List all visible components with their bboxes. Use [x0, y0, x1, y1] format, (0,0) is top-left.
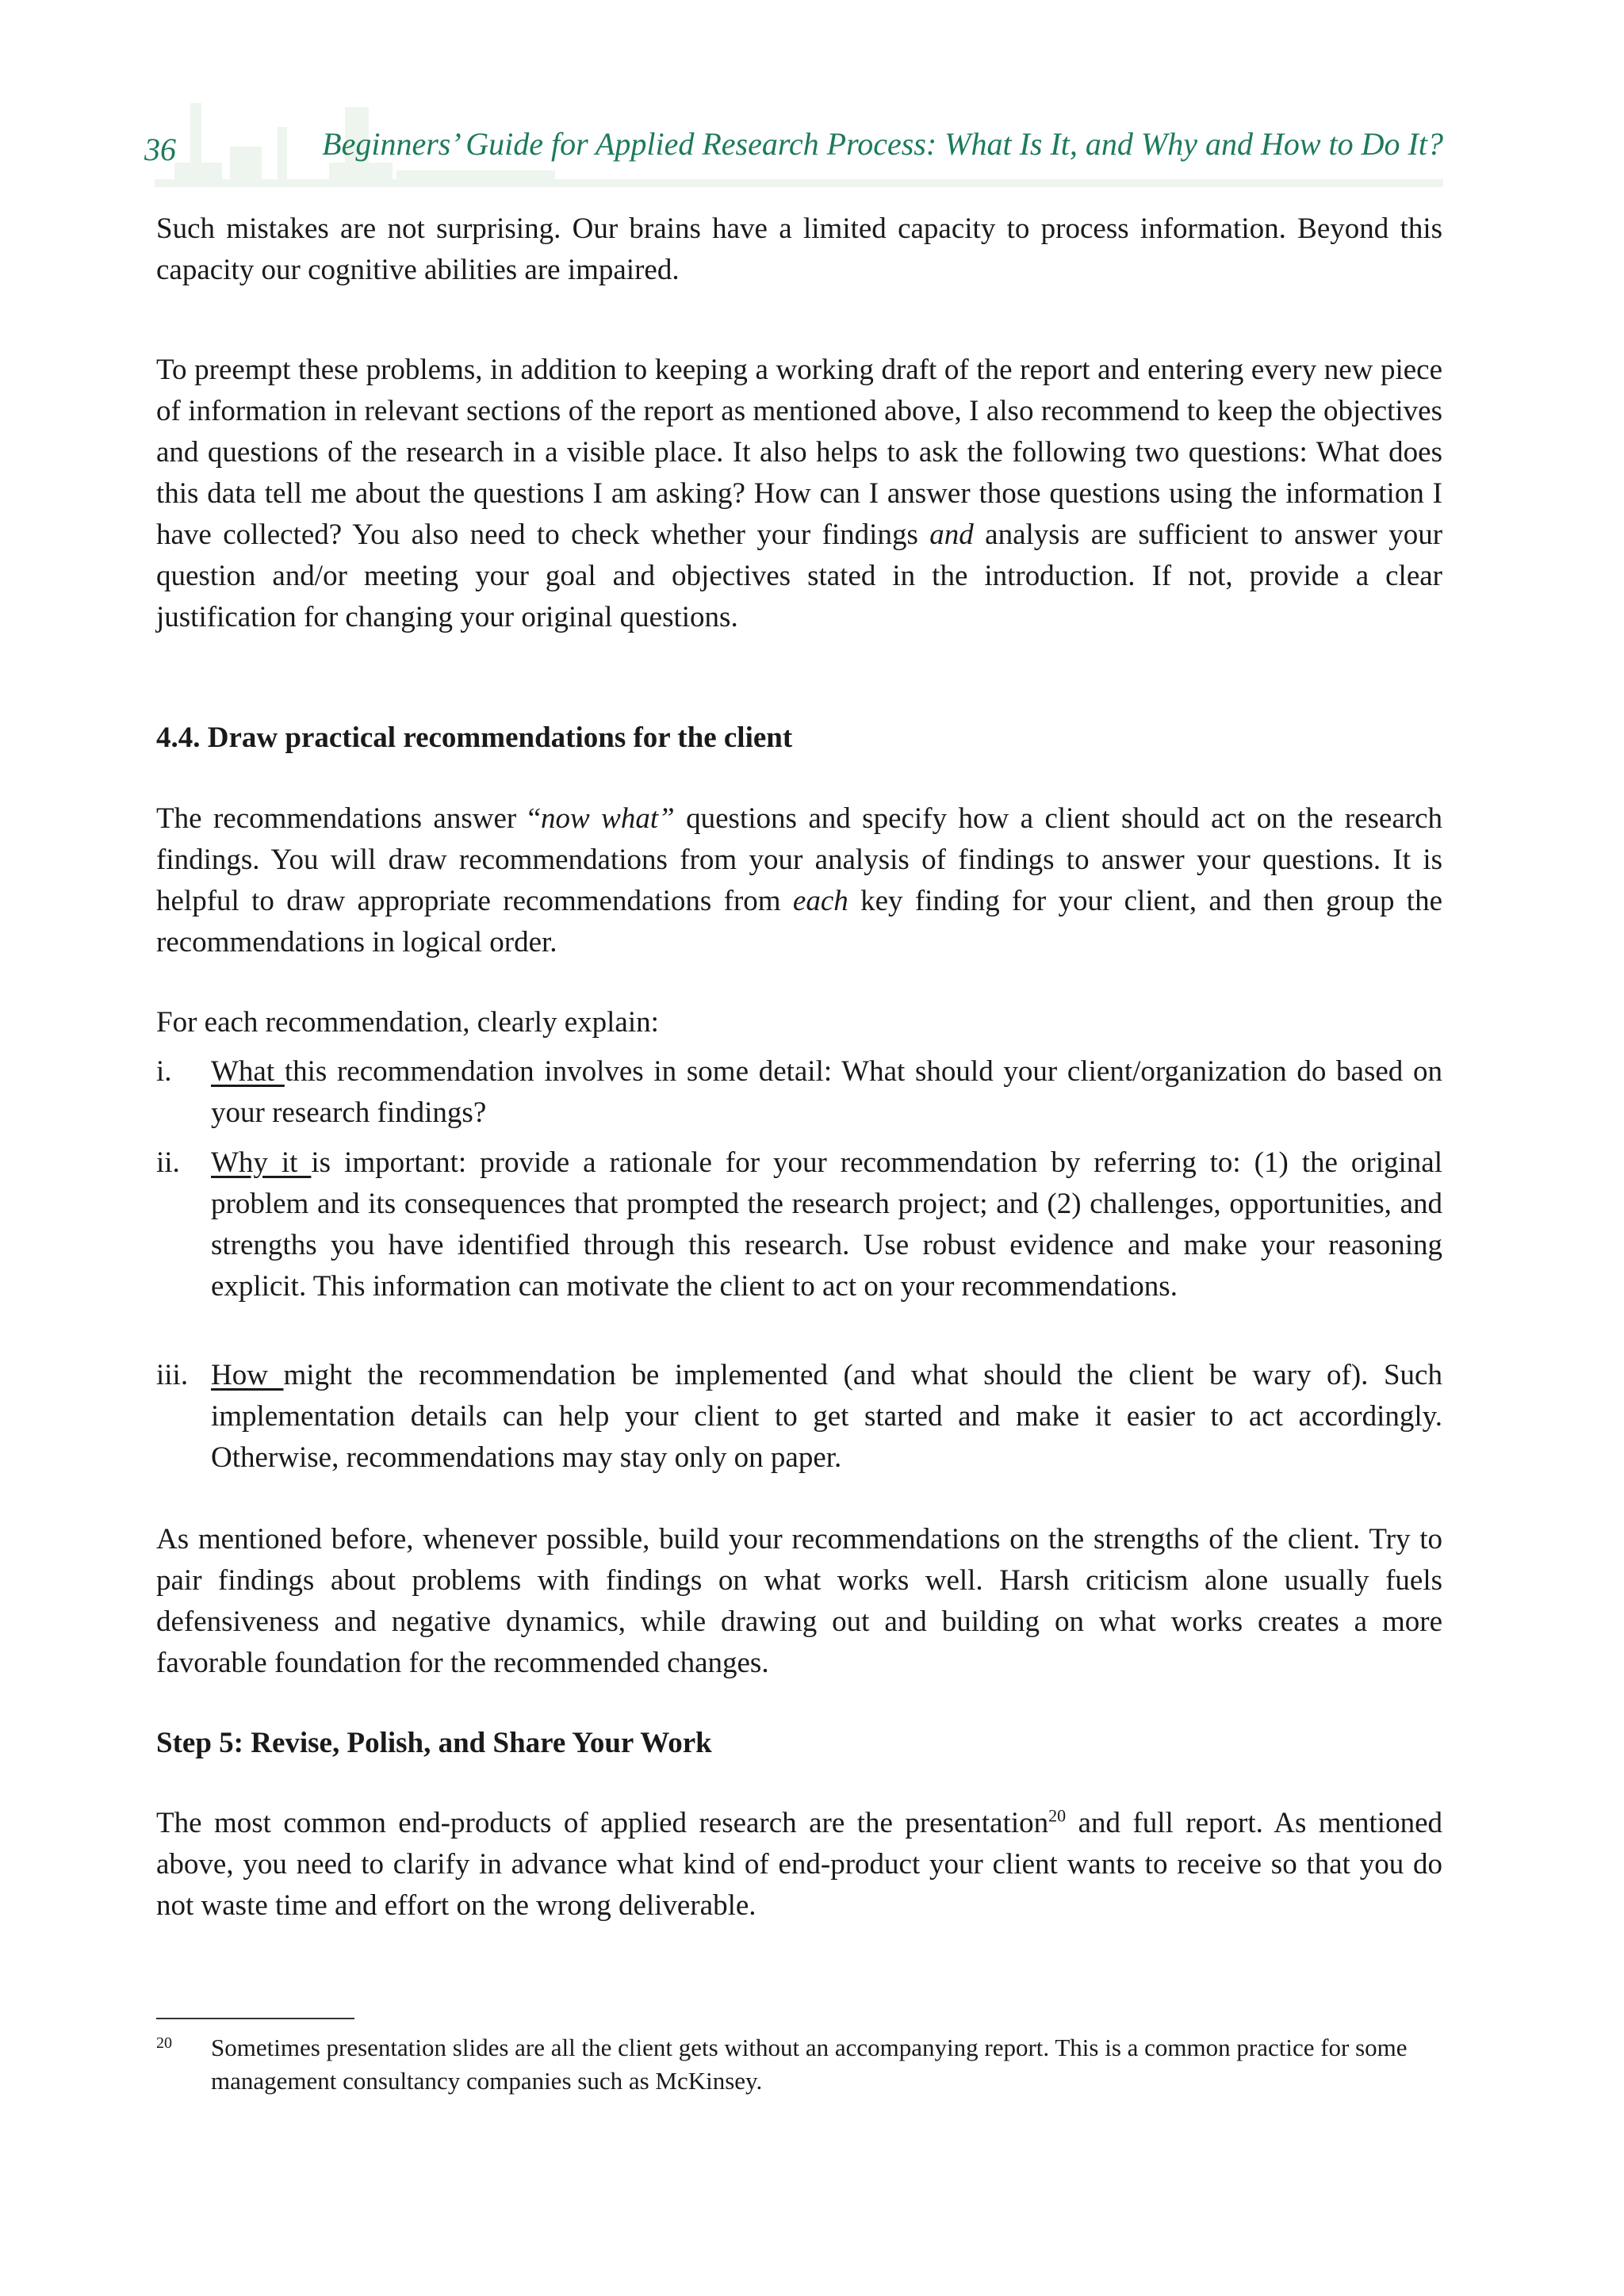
footnote-divider — [156, 2018, 354, 2019]
list-item: iii. How might the recommendation be implemented (and what should the client be wary of). Such implementation details can help your client to get started and make it easier to act accordingly. Otherwise, recommendations may stay only on paper. — [156, 1359, 1442, 1474]
running-header-title: Beginners’ Guide for Applied Research Process: What Is It, and Why and How to Do It? — [322, 126, 1443, 162]
paragraph: To preempt these problems, in addition to keeping a working draft of the report and entering every new piece of information in relevant sections of the report as mentioned above, I also recommend to keep the objectives and questions of the research in a visible place. It also helps to ask the following two questions: What does this data tell me about the questions I am asking? How can I answer those questions using the information I have collected? You also need to check whether your findings and analysis are sufficient to answer your question and/or meeting your goal and objectives stated in the introduction. If not, provide a clear justification for changing your original questions. — [156, 354, 1443, 633]
paragraph: As mentioned before, whenever possible, build your recommendations on the strengths of the client. Try to pair findings about problems with findings on what works well. Harsh criticism alone usually fuels defensiveness and negative dynamics, while drawing out and building on what works creates a more favorable foundation for the recommended changes. — [156, 1523, 1442, 1679]
footnote: 20 Sometimes presentation slides are all the client gets without an accompanying report. This is a common practice for some management consultancy companies such as McKinsey. — [156, 2034, 1408, 2095]
paragraph: The most common end-products of applied research are the presentation$^{20}$ and full report. As mentioned above, you need to clarify in advance what kind of end-product your client wants to receive so that you do not waste time and effort on the wrong deliverable. — [156, 1805, 1442, 1922]
list-item: i. What this recommendation involves in some detail: What should your client/organization do based on your research findings? — [156, 1055, 1442, 1129]
page-number: 36 — [144, 132, 176, 167]
paragraph: The recommendations answer “now what” questions and specify how a client should act on the research findings. You will draw recommendations from your analysis of findings to answer your questions. It is helpful to draw appropriate recommendations from each key finding for your client, and then group the recommendations in logical order. — [156, 802, 1443, 959]
footnote-ref[interactable]: 20 — [1048, 1805, 1067, 1826]
paragraph: Such mistakes are not surprising. Our brains have a limited capacity to process information. Beyond this capacity our cognitive abilities are impaired. — [156, 212, 1442, 286]
section-heading: 4.4. Draw practical recommendations for the client — [156, 721, 793, 754]
paragraph: For each recommendation, clearly explain: — [156, 1006, 659, 1039]
section-heading: Step 5: Revise, Polish, and Share Your Work — [156, 1727, 712, 1759]
list-item: ii. Why it is important: provide a rationale for your recommendation by referring to: (1) the original problem and its consequences that prompted the research project; and (2) challenges, opportunities, and strengths you have identified through this research. Use robust evidence and make your reasoning explicit. This information can motivate the client to act on your recommendations. — [156, 1146, 1443, 1303]
